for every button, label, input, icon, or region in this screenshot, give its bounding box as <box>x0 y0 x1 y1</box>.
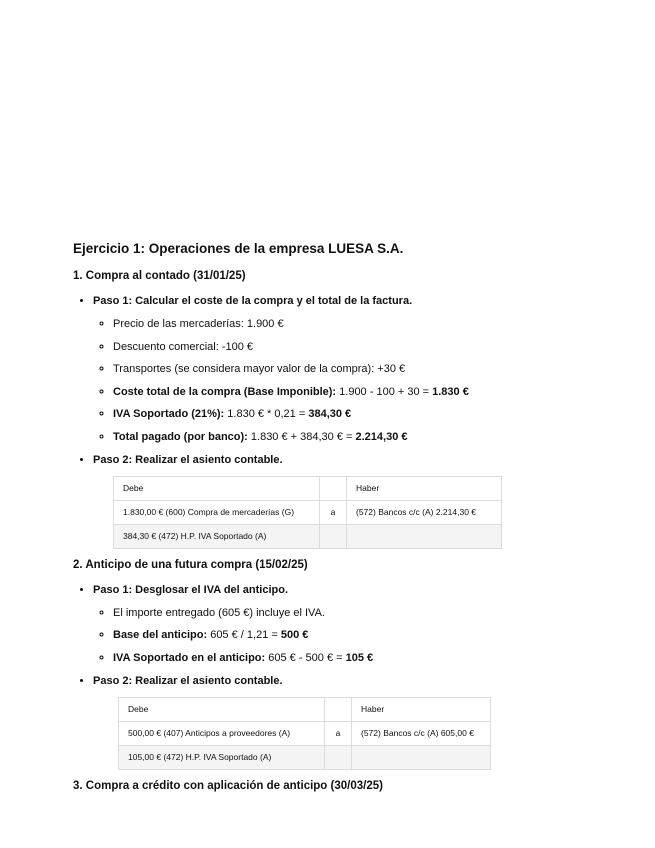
item-result: 500 € <box>280 629 309 641</box>
cell-sep <box>320 524 347 548</box>
step-1-items <box>93 606 593 666</box>
section-2-steps <box>73 583 593 689</box>
document-page <box>73 240 593 804</box>
cell-haber: (572) Bancos c/c (A) 605,00 € <box>352 721 491 745</box>
cell-debe: 1.830,00 € (600) Compra de mercaderías (G) <box>114 500 320 524</box>
cell-debe: 500,00 € (407) Anticipos a proveedores (A) <box>119 721 325 745</box>
table-row <box>114 524 502 548</box>
item-expr: 1.900 - 100 + 30 = <box>336 385 433 398</box>
cell-haber <box>352 745 491 769</box>
list-item <box>113 606 593 621</box>
list-item <box>113 362 593 377</box>
section-3-title: 3. Compra a crédito con aplicación de anticipo (30/03/25) <box>73 779 383 792</box>
item-result: 2.214,30 € <box>355 430 408 443</box>
list-item <box>113 430 593 445</box>
section-2-step-2 <box>93 674 593 689</box>
item-label: IVA Soportado (21%): <box>113 408 225 420</box>
item-label: Coste total de la compra (Base Imponible): <box>113 385 337 398</box>
item-result: 105 € <box>345 651 374 664</box>
journal-entry-table <box>118 697 491 770</box>
table-header-row <box>119 697 491 721</box>
item-expr: 605 € - 500 € = <box>265 651 346 664</box>
item-text: Transportes (se considera mayor valor de la compra): +30 € <box>113 363 406 375</box>
header-haber: Haber <box>347 476 502 500</box>
table-row <box>119 745 491 769</box>
step-label: Paso 1: Desglosar el IVA del anticipo. <box>93 583 289 596</box>
cell-sep <box>325 745 352 769</box>
item-text: Descuento comercial: -100 € <box>113 340 254 353</box>
list-item <box>113 317 593 332</box>
item-label: Base del anticipo: <box>113 629 208 641</box>
item-label: IVA Soportado en el anticipo: <box>113 651 266 664</box>
cell-haber: (572) Bancos c/c (A) 2.214,30 € <box>347 500 502 524</box>
exercise-title: Ejercicio 1: Operaciones de la empresa LUESA S.A. <box>73 241 404 256</box>
section-1-steps <box>73 294 593 468</box>
item-expr: 1.830 € + 384,30 € = <box>247 430 356 443</box>
table-row <box>119 721 491 745</box>
section-2-title: 2. Anticipo de una futura compra (15/02/25) <box>73 558 308 571</box>
list-item <box>113 407 593 422</box>
item-text: Precio de las mercaderías: 1.900 € <box>113 318 284 330</box>
list-item <box>113 340 593 355</box>
header-haber: Haber <box>352 697 491 721</box>
item-result: 1.830 € <box>432 385 469 398</box>
cell-debe: 105,00 € (472) H.P. IVA Soportado (A) <box>119 745 325 769</box>
cell-sep: a <box>320 500 347 524</box>
section-2-step-1 <box>93 583 593 666</box>
step-label: Paso 1: Calcular el coste de la compra y el total de la factura. <box>93 295 413 307</box>
section-1-step-2 <box>93 453 593 468</box>
item-label: Total pagado (por banco): <box>113 430 248 443</box>
item-expr: 1.830 € * 0,21 = <box>224 408 309 420</box>
step-label: Paso 2: Realizar el asiento contable. <box>93 674 283 687</box>
cell-haber <box>347 524 502 548</box>
header-debe: Debe <box>114 476 320 500</box>
header-sep <box>320 476 347 500</box>
table-row <box>114 500 502 524</box>
list-item <box>113 628 593 643</box>
table-header-row <box>114 476 502 500</box>
step-1-items <box>93 317 593 445</box>
section-1-title: 1. Compra al contado (31/01/25) <box>73 270 246 282</box>
item-text: El importe entregado (605 €) incluye el IVA. <box>113 606 325 619</box>
cell-debe: 384,30 € (472) H.P. IVA Soportado (A) <box>114 524 320 548</box>
item-result: 384,30 € <box>308 408 352 420</box>
list-item <box>113 385 593 400</box>
header-debe: Debe <box>119 697 325 721</box>
item-expr: 605 € / 1,21 = <box>207 629 281 641</box>
cell-sep: a <box>325 721 352 745</box>
step-label: Paso 2: Realizar el asiento contable. <box>93 453 283 466</box>
header-sep <box>325 697 352 721</box>
section-1-step-1 <box>93 294 593 445</box>
journal-entry-table <box>113 476 502 549</box>
list-item <box>113 651 593 666</box>
